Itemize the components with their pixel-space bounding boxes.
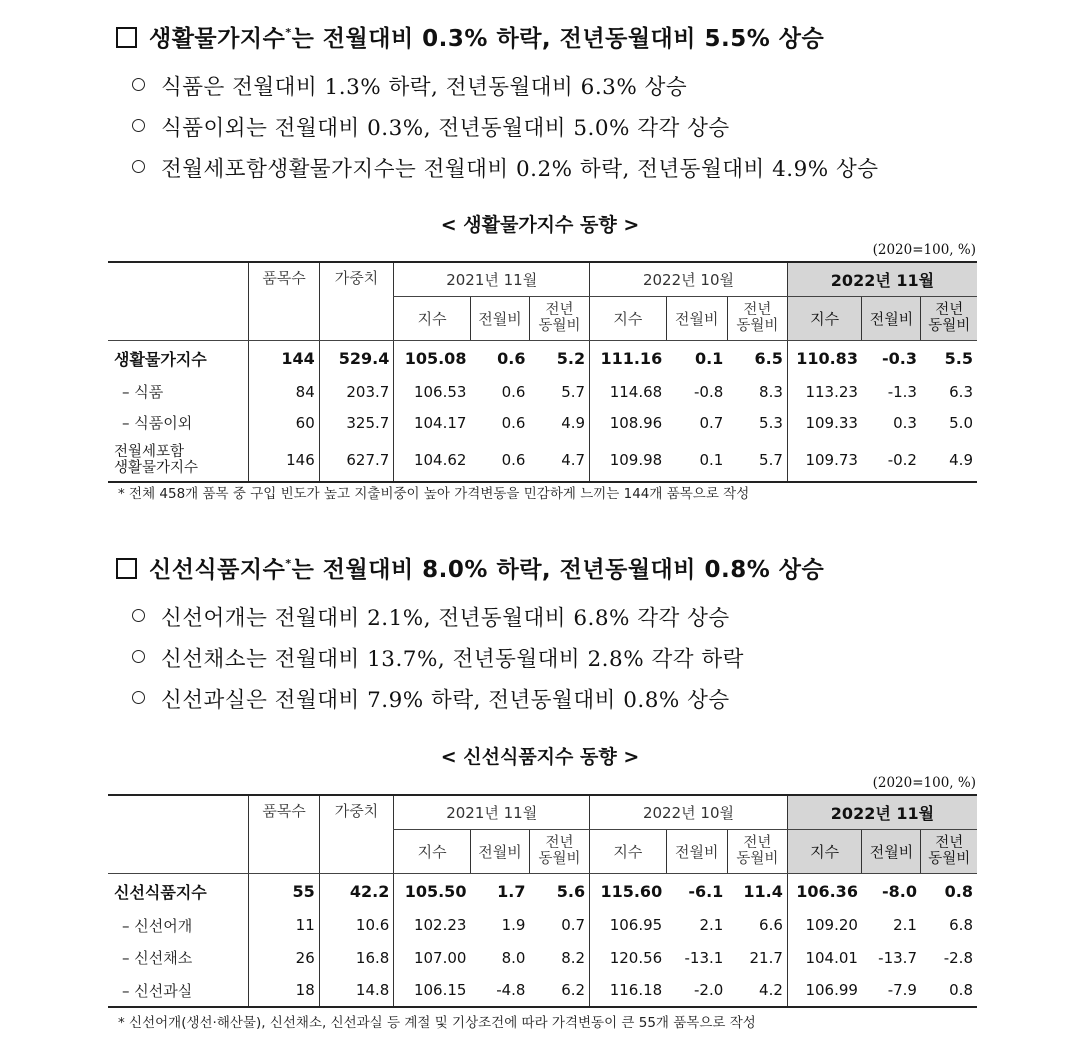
checkbox-square-icon <box>116 27 137 48</box>
header-period2: 2022년 10월 <box>590 795 788 829</box>
subheader-yoy: 전년 동월비 <box>529 829 589 873</box>
table-row: – 신선어개 11 10.6 102.23 1.9 0.7 106.95 2.1 6.6 109.20 2.1 6.8 <box>108 909 977 941</box>
header-period1: 2021년 11월 <box>394 795 590 829</box>
heading-summary: 는 전월대비 0.3% 하락, 전년동월대비 5.5% 상승 <box>291 26 825 52</box>
circle-bullet-icon <box>132 691 145 704</box>
section1-bullets <box>132 67 879 190</box>
subheader-mom: 전월비 <box>862 829 921 873</box>
header-blank <box>108 262 249 340</box>
subheader-yoy: 전년 동월비 <box>727 296 787 340</box>
subheader-index: 지수 <box>590 296 667 340</box>
table1-unit: (2020=100, %) <box>872 242 976 258</box>
living-price-index-table <box>108 261 977 483</box>
heading-summary: 는 전월대비 8.0% 하락, 전년동월대비 0.8% 상승 <box>291 557 825 583</box>
table-row: – 신선채소 26 16.8 107.00 8.0 8.2 120.56 -13.1 21.7 104.01 -13.7 -2.8 <box>108 941 977 974</box>
table1-footnote: * 전체 458개 품목 중 구입 빈도가 높고 지출비중이 높아 가격변동을 민감하게 느끼는 144개 품목으로 작성 <box>118 486 750 502</box>
table-row: 생활물가지수 144 529.4 105.08 0.6 5.2 111.16 0.1 6.5 110.83 -0.3 5.5 <box>108 340 977 376</box>
subheader-mom: 전월비 <box>862 296 921 340</box>
subheader-yoy: 전년 동월비 <box>921 296 977 340</box>
subheader-yoy: 전년 동월비 <box>921 829 977 873</box>
subheader-index: 지수 <box>394 296 471 340</box>
header-period1: 2021년 11월 <box>394 262 590 296</box>
header-weight: 가중치 <box>319 262 394 340</box>
bullet-item: 신선어개는 전월대비 2.1%, 전년동월대비 6.8% 각각 상승 <box>132 598 744 639</box>
subheader-mom: 전월비 <box>666 296 727 340</box>
heading-subject: 생활물가지수 <box>149 26 286 52</box>
subheader-mom: 전월비 <box>470 296 529 340</box>
section1-heading <box>116 20 824 53</box>
bullet-item: 식품은 전월대비 1.3% 하락, 전년동월대비 6.3% 상승 <box>132 67 879 108</box>
subheader-index: 지수 <box>590 829 667 873</box>
table-row: 신선식품지수 55 42.2 105.50 1.7 5.6 115.60 -6.1 11.4 106.36 -8.0 0.8 <box>108 873 977 909</box>
table-row: – 식품이외 60 325.7 104.17 0.6 4.9 108.96 0.7 5.3 109.33 0.3 5.0 <box>108 407 977 438</box>
table-row: 전월세포함 생활물가지수 146 627.7 104.62 0.6 4.7 109.98 0.1 5.7 109.73 -0.2 4.9 <box>108 438 977 482</box>
checkbox-square-icon <box>116 558 137 579</box>
fresh-food-index-table <box>108 794 977 1008</box>
subheader-index: 지수 <box>394 829 471 873</box>
footnote-mark: * <box>285 557 292 570</box>
circle-bullet-icon <box>132 78 145 91</box>
circle-bullet-icon <box>132 119 145 132</box>
section2-heading <box>116 551 824 584</box>
circle-bullet-icon <box>132 650 145 663</box>
subheader-yoy: 전년 동월비 <box>529 296 589 340</box>
header-period2: 2022년 10월 <box>590 262 788 296</box>
header-items: 품목수 <box>249 262 319 340</box>
header-period3: 2022년 11월 <box>787 795 977 829</box>
header-weight: 가중치 <box>319 795 394 873</box>
subheader-mom: 전월비 <box>666 829 727 873</box>
table-row: – 신선과실 18 14.8 106.15 -4.8 6.2 116.18 -2.0 4.2 106.99 -7.9 0.8 <box>108 974 977 1007</box>
footnote-mark: * <box>285 26 292 39</box>
table2-unit: (2020=100, %) <box>872 775 976 791</box>
bullet-item: 전월세포함생활물가지수는 전월대비 0.2% 하락, 전년동월대비 4.9% 상승 <box>132 149 879 190</box>
header-period3: 2022년 11월 <box>787 262 977 296</box>
bullet-item: 식품이외는 전월대비 0.3%, 전년동월대비 5.0% 각각 상승 <box>132 108 879 149</box>
table2-title: < 신선식품지수 동향 > <box>440 746 640 768</box>
table-row: – 식품 84 203.7 106.53 0.6 5.7 114.68 -0.8 8.3 113.23 -1.3 6.3 <box>108 376 977 407</box>
table-header-row <box>108 262 977 296</box>
subheader-index: 지수 <box>787 296 862 340</box>
subheader-mom: 전월비 <box>470 829 529 873</box>
table1-title: < 생활물가지수 동향 > <box>440 214 640 236</box>
section2-bullets <box>132 598 744 721</box>
subheader-index: 지수 <box>787 829 862 873</box>
bullet-item: 신선채소는 전월대비 13.7%, 전년동월대비 2.8% 각각 하락 <box>132 639 744 680</box>
subheader-yoy: 전년 동월비 <box>727 829 787 873</box>
header-blank <box>108 795 249 873</box>
table2-footnote: * 신선어개(생선·해산물), 신선채소, 신선과실 등 계절 및 기상조건에 따라 가격변동이 큰 55개 품목으로 작성 <box>118 1015 756 1031</box>
bullet-item: 신선과실은 전월대비 7.9% 하락, 전년동월대비 0.8% 상승 <box>132 680 744 721</box>
circle-bullet-icon <box>132 609 145 622</box>
header-items: 품목수 <box>249 795 319 873</box>
circle-bullet-icon <box>132 160 145 173</box>
heading-subject: 신선식품지수 <box>149 557 286 583</box>
table-header-row <box>108 795 977 829</box>
